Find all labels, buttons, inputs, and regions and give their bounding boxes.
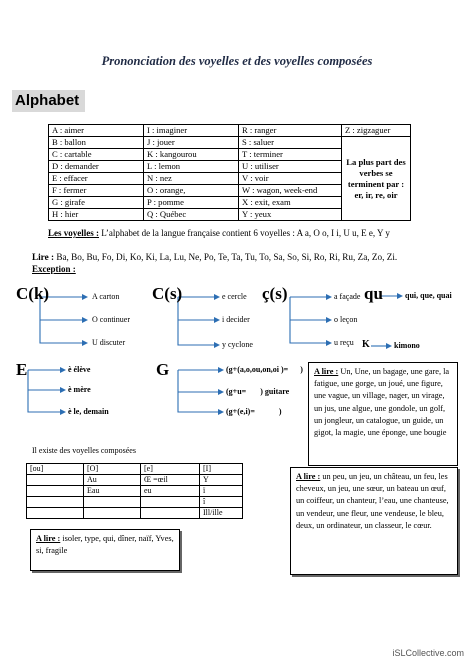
alphabet-table — [48, 124, 411, 221]
composed-vowel-cell: ï — [200, 486, 243, 497]
cc-item: o leçon — [334, 315, 358, 324]
alphabet-cell: U : utiliser — [239, 161, 342, 173]
cs-item: e cercle — [222, 292, 247, 301]
alphabet-cell: A : aimer — [49, 125, 144, 137]
ck-item: U discuter — [92, 338, 126, 347]
alphabet-cell: B : ballon — [49, 137, 144, 149]
reading-box-g — [308, 362, 458, 466]
composed-vowels-table — [26, 463, 243, 519]
reading-box-label: A lire : — [296, 472, 321, 481]
cs-heading: C(s) — [152, 284, 183, 303]
composed-vowel-cell: Y — [200, 475, 243, 486]
alphabet-cell: J : jouer — [144, 137, 239, 149]
cs-item: i decider — [222, 315, 250, 324]
composed-vowel-cell: Ill/ille — [200, 508, 243, 519]
composed-vowel-cell — [27, 508, 84, 519]
alphabet-cell: R : ranger — [239, 125, 342, 137]
reading-box-label: A lire : — [36, 534, 61, 543]
k-word: kimono — [394, 341, 420, 350]
alphabet-cell: W : wagon, week-end — [239, 185, 342, 197]
cc-item: a façade — [334, 292, 361, 301]
alphabet-cell: N : nez — [144, 173, 239, 185]
alphabet-cell: H : hier — [49, 209, 144, 221]
reading-box-i — [30, 529, 180, 571]
alphabet-cell: S : saluer — [239, 137, 342, 149]
alphabet-cell: X : exit, exam — [239, 197, 342, 209]
alphabet-cell: E : effacer — [49, 173, 144, 185]
ck-item: A carton — [92, 292, 120, 301]
alphabet-heading: Alphabet — [12, 90, 85, 112]
voyelles-text: L’alphabet de la langue française contient 6 voyelles : A a, O o, I i, U u, E e, Y y — [99, 228, 390, 238]
cs-item: y cyclone — [222, 340, 253, 349]
voyelles-label: Les voyelles : — [48, 228, 99, 238]
composed-vowel-cell: [I] — [200, 464, 243, 475]
g-heading: G — [156, 360, 170, 379]
composed-vowel-cell — [141, 497, 200, 508]
composed-vowel-cell — [84, 497, 141, 508]
alphabet-cell: I : imaginer — [144, 125, 239, 137]
ck-item: O continuer — [92, 315, 130, 324]
composed-vowel-row — [27, 475, 243, 486]
composed-vowel-cell: Œ =œil — [141, 475, 200, 486]
composed-vowel-cell: [ou] — [27, 464, 84, 475]
k-heading: K — [362, 339, 370, 350]
compose-intro: Il existe des voyelles composées — [32, 446, 136, 455]
composed-vowel-cell — [141, 508, 200, 519]
alphabet-cell: K : kangourou — [144, 149, 239, 161]
e-item: è le, demain — [68, 407, 109, 416]
g-item: (g+u= ) guitare — [226, 387, 290, 396]
lire-line — [32, 252, 397, 262]
alphabet-row — [49, 137, 411, 149]
composed-vowel-cell: Eau — [84, 486, 141, 497]
exception-label: Exception : — [32, 264, 76, 274]
composed-vowel-row — [27, 508, 243, 519]
alphabet-cell: O : orange, — [144, 185, 239, 197]
alphabet-cell: D : demander — [49, 161, 144, 173]
e-heading: E — [16, 360, 28, 379]
composed-vowel-row — [27, 464, 243, 475]
composed-vowel-row — [27, 497, 243, 508]
reading-box-text: isoler, type, qui, dîner, naïf, Yves, si, fragile — [36, 534, 174, 556]
alphabet-cell: P : pomme — [144, 197, 239, 209]
qu-words: qui, que, quai — [405, 291, 452, 300]
alphabet-cell: F : fermer — [49, 185, 144, 197]
qu-heading: qu — [364, 284, 383, 303]
alphabet-cell: C : cartable — [49, 149, 144, 161]
verb-endings-note: La plus part des verbes se terminent par : er, ir, re, oir — [342, 137, 411, 221]
footer-brand: iSLCollective.com — [392, 648, 464, 658]
alphabet-cell: Z : zigzaguer — [342, 125, 411, 137]
composed-vowel-cell: eu — [141, 486, 200, 497]
composed-vowel-cell: Au — [84, 475, 141, 486]
g-item: (g+(e,i)= ) — [226, 407, 282, 416]
alphabet-cell: G : girafe — [49, 197, 144, 209]
composed-vowel-cell: î — [200, 497, 243, 508]
voyelles-line — [48, 228, 390, 238]
composed-vowel-cell: [e] — [141, 464, 200, 475]
page-title: Prononciation des voyelles et des voyelles composées — [101, 54, 373, 68]
reading-box-text: un peu, un jeu, un château, un feu, les cheveux, un jeu, une sœur, un bateau un œuf, un coiffeur, un chanteur, l’eau, une chanteuse, un vendeur, une fleur, une vendeuse, le bleu, deux, un ordinateur, un classeur, le cœur. — [296, 472, 449, 530]
alphabet-cell: L : lemon — [144, 161, 239, 173]
cc-heading: ç(s) — [262, 284, 288, 303]
alphabet-row — [49, 125, 411, 137]
ck-heading: C(k) — [16, 284, 50, 303]
reading-box-eu — [290, 467, 458, 575]
alphabet-cell: V : voir — [239, 173, 342, 185]
composed-vowel-row — [27, 486, 243, 497]
alphabet-cell: T : terminer — [239, 149, 342, 161]
reading-box-label: A lire : — [314, 367, 339, 376]
alphabet-cell: Q : Québec — [144, 209, 239, 221]
cc-item: u reçu — [334, 338, 354, 347]
composed-vowel-cell — [84, 508, 141, 519]
composed-vowel-cell — [27, 486, 84, 497]
e-item: è élève — [68, 365, 91, 374]
alphabet-cell: Y : yeux — [239, 209, 342, 221]
g-item: (g+(a,o,ou,on,oi )= ) — [226, 365, 303, 374]
reading-box-text: Un, Une, un bagage, une gare, la fatigue, une gorge, un joué, une figure, une vague, un village, nager, un virage, un jus, une algue, une gondole, un golf, un jongleur, un catalogue, un guide, un gigot, la magie, une éponge, une bougie — [314, 367, 450, 438]
composed-vowel-cell: [O] — [84, 464, 141, 475]
lire-text: Ba, Bo, Bu, Fo, Di, Ko, Ki, La, Lu, Ne, Po, Te, Ta, Tu, To, Sa, So, Si, Ro, Ri, Ru, Za, Zo, Zi. — [54, 252, 398, 262]
lire-label: Lire : — [32, 252, 55, 262]
composed-vowel-cell — [27, 497, 84, 508]
e-item: è mère — [68, 385, 91, 394]
composed-vowel-cell — [27, 475, 84, 486]
